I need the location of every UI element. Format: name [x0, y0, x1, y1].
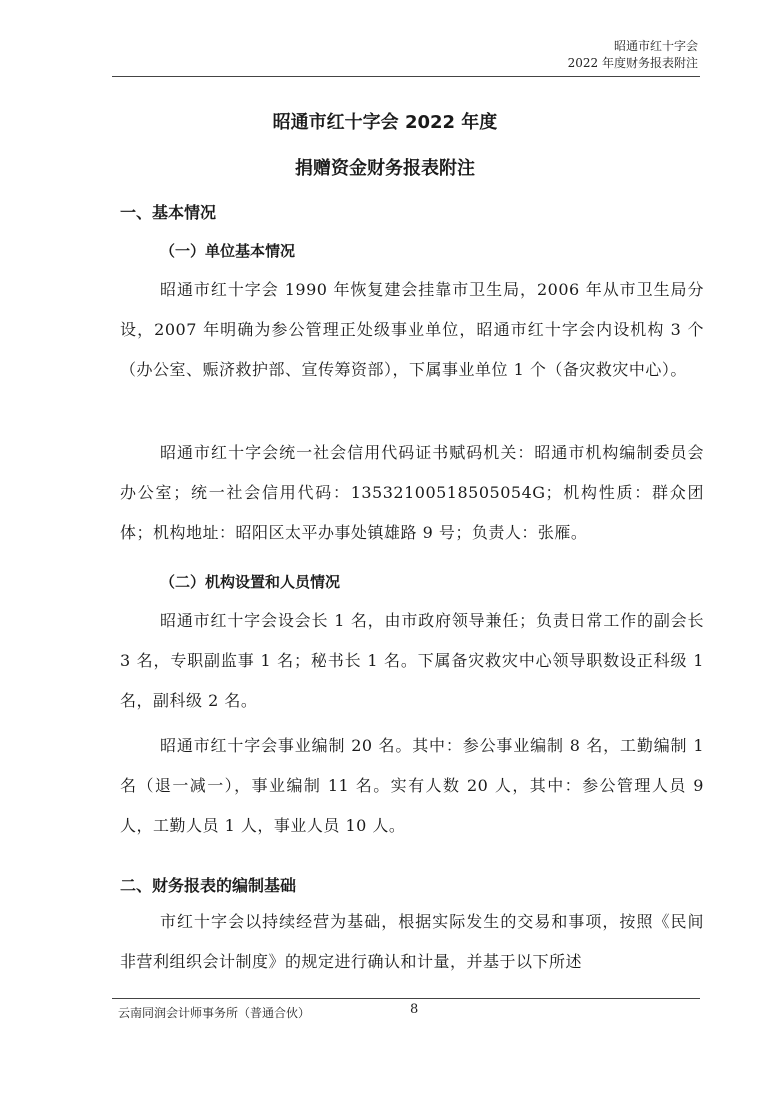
footer-firm-name: 云南同润会计师事务所（普通合伙）: [118, 1006, 311, 1020]
page-header: [568, 38, 698, 72]
header-org-name: 昭通市红十字会: [613, 39, 698, 53]
section1-sub2-heading: （二）机构设置和人员情况: [160, 573, 341, 591]
section2-paragraph1: 市红十字会以持续经营为基础，根据实际发生的交易和事项，按照《民间非营利组织会计制度》的规定进行确认和计量，并基于以下所述: [120, 912, 704, 971]
header-rule: [112, 76, 700, 77]
page-number: 8: [410, 1002, 419, 1017]
section1-sub1-paragraph1: 昭通市红十字会 1990 年恢复建会挂靠市卫生局，2006 年从市卫生局分设，2007 年明确为参公管理正处级事业单位，昭通市红十字会内设机构 3 个（办公室、赈济救护部、宣传筹资部），下属事业单位 1 个（备灾救灾中心）。: [120, 280, 704, 379]
document-title-line2: 捐赠资金财务报表附注: [295, 158, 475, 179]
section1-sub2-paragraph2: 昭通市红十字会事业编制 20 名。其中：参公事业编制 8 名，工勤编制 1 名（退一减一），事业编制 11 名。实有人数 20 人，其中：参公管理人员 9 人，工勤人员 1 人，事业人员 10 人。: [120, 736, 704, 835]
header-report-name: 2022 年度财务报表附注: [567, 56, 698, 70]
section1-sub1-heading: （一）单位基本情况: [160, 242, 296, 260]
document-title-line1: 昭通市红十字会 2022 年度: [272, 112, 498, 133]
section2-heading: 二、财务报表的编制基础: [120, 876, 297, 895]
section1-sub2-paragraph1: 昭通市红十字会设会长 1 名，由市政府领导兼任；负责日常工作的副会长 3 名，专职副监事 1 名；秘书长 1 名。下属备灾救灾中心领导职数设正科级 1 名，副科级 2 名。: [120, 611, 704, 710]
footer-rule: [112, 998, 700, 999]
section1-heading: 一、基本情况: [120, 203, 217, 222]
section1-sub1-paragraph2: 昭通市红十字会统一社会信用代码证书赋码机关：昭通市机构编制委员会办公室；统一社会信用代码：13532100518505054G；机构性质：群众团体；机构地址：昭阳区太平办事处镇雄路 9 号；负责人：张雁。: [120, 443, 704, 542]
